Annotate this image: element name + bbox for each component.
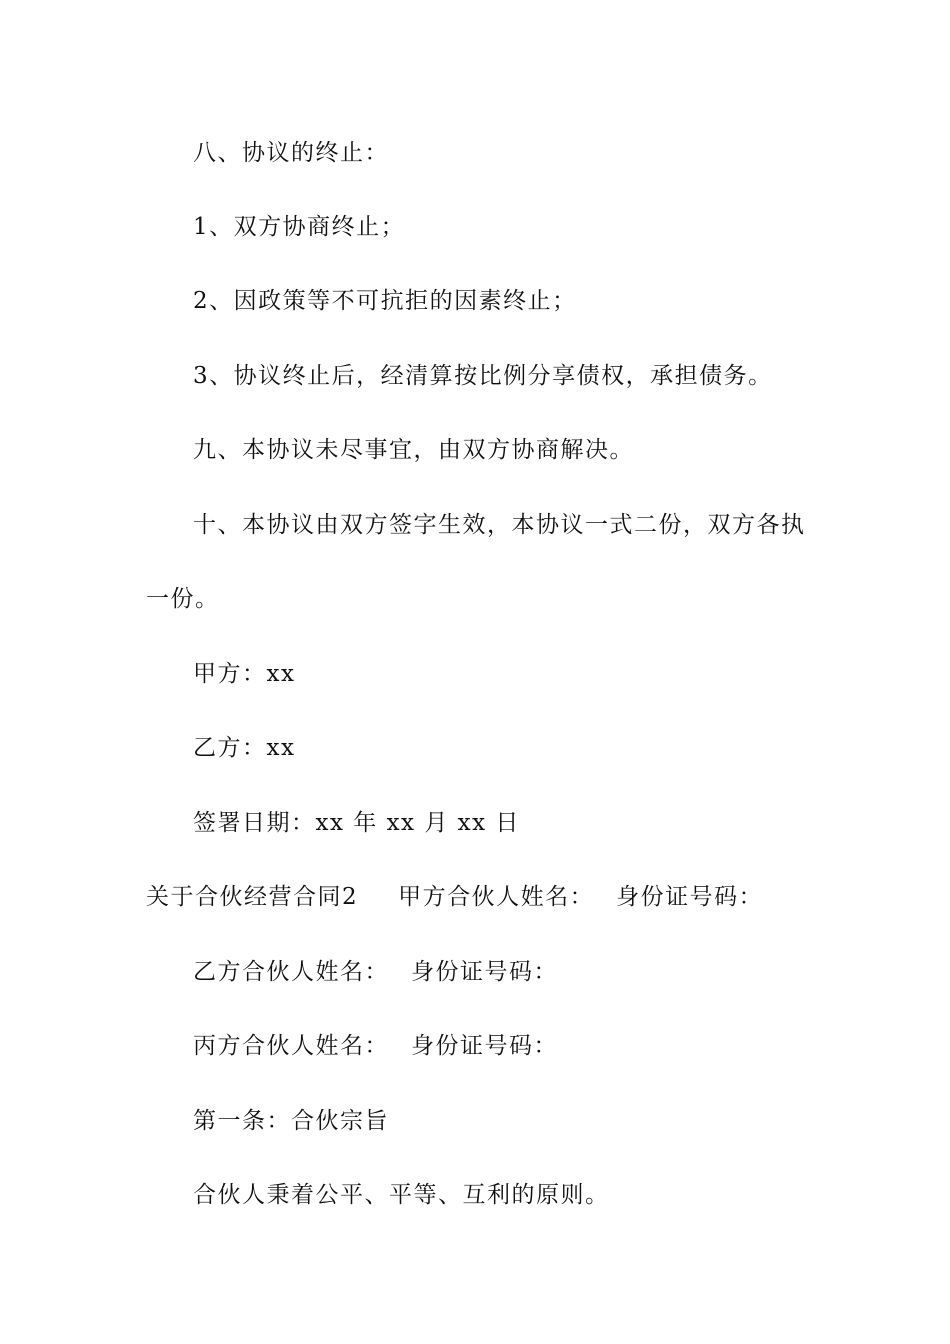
party-a-id-label: 身份证号码： bbox=[616, 884, 764, 910]
party-b-id-label: 身份证号码： bbox=[411, 959, 558, 985]
contract-2-header bbox=[146, 882, 763, 912]
clause-8-2: 2、因政策等不可抗拒的因素终止； bbox=[193, 288, 577, 314]
party-c-name-label: 丙方合伙人姓名： bbox=[193, 1033, 389, 1059]
section-9: 九、本协议未尽事宜，由双方协商解决。 bbox=[193, 437, 634, 463]
clause-8-3: 3、协议终止后，经清算按比例分享债权，承担债务。 bbox=[193, 363, 773, 389]
party-a-signature: 甲方：xx bbox=[193, 661, 296, 687]
party-c-info bbox=[193, 1031, 558, 1061]
section-10: 十、本协议由双方签字生效，本协议一式二份，双方各执 bbox=[193, 512, 806, 538]
section-10-continued: 一份。 bbox=[146, 586, 220, 612]
section-8-heading: 八、协议的终止： bbox=[193, 140, 389, 166]
contract-2-title: 关于合伙经营合同2 bbox=[146, 884, 359, 910]
party-b-signature: 乙方：xx bbox=[193, 735, 296, 761]
clause-8-1: 1、双方协商终止； bbox=[193, 214, 406, 240]
article-1-text: 合伙人秉着公平、平等、互利的原则。 bbox=[193, 1182, 610, 1208]
party-b-name-label: 乙方合伙人姓名： bbox=[193, 959, 389, 985]
party-a-name-label: 甲方合伙人姓名： bbox=[398, 884, 595, 910]
signing-date: 签署日期：xx 年 xx 月 xx 日 bbox=[193, 810, 520, 836]
party-c-id-label: 身份证号码： bbox=[411, 1033, 558, 1059]
article-1-heading: 第一条：合伙宗旨 bbox=[193, 1108, 389, 1134]
party-b-info bbox=[193, 957, 558, 987]
